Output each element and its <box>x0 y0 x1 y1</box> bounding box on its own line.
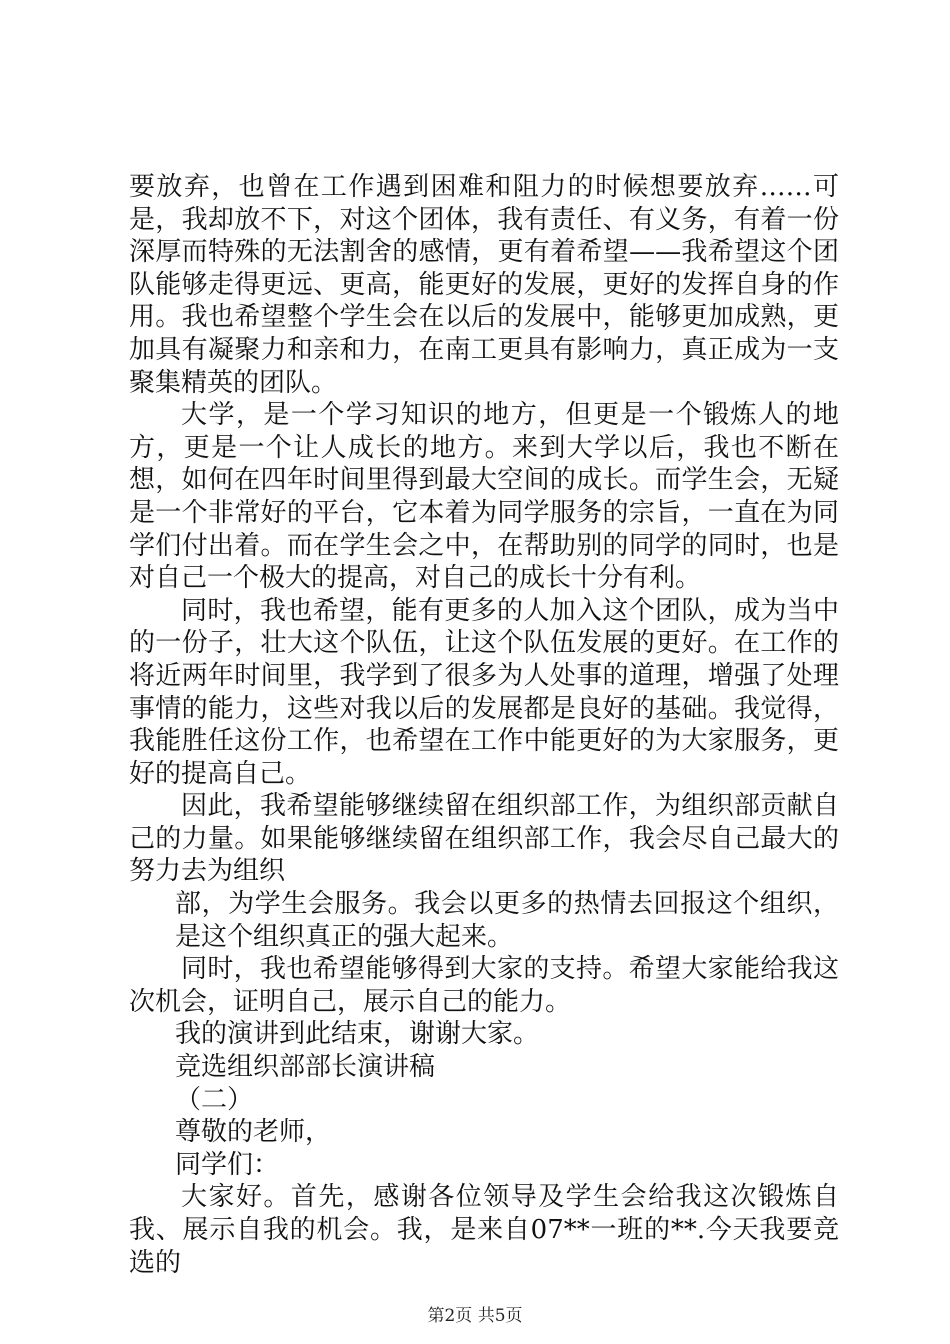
paragraph-department: 部，为学生会服务。我会以更多的热情去回报这个组织，是这个组织真正的强大起来。 <box>175 889 839 952</box>
section-number: （二） <box>175 1084 254 1115</box>
paragraph-closing: 我的演讲到此结束，谢谢大家。 <box>175 1019 540 1050</box>
salutation-teachers: 尊敬的老师， <box>175 1117 332 1148</box>
paragraph-team-hope: 同时，我也希望，能有更多的人加入这个团队，成为当中的一份子，壮大这个队伍，让这个队伍发展的更好。在工作的将近两年时间里，我学到了很多为人处事的道理，增强了处理事情的能力，这些对我以后的发展都是良好的基础。我觉得，我能胜任这份工作，也希望在工作中能更好的为大家服务，更好的提高自己。 <box>129 595 839 789</box>
page-footer: 第2页 共5页 <box>427 1306 523 1326</box>
paragraph-support: 同时，我也希望能够得到大家的支持。希望大家能给我这次机会，证明自己，展示自己的能力。 <box>129 954 839 1017</box>
document-body <box>129 171 839 1279</box>
salutation-classmates: 同学们： <box>175 1149 280 1180</box>
section-title: 竞选组织部部长演讲稿 <box>175 1052 436 1083</box>
paragraph-continued: 要放弃，也曾在工作遇到困难和阻力的时候想要放弃……可是，我却放不下，对这个团体，我有责任、有义务，有着一份深厚而特殊的无法割舍的感情，更有着希望——我希望这个团队能够走得更远、更高，能更好的发展，更好的发挥自身的作用。我也希望整个学生会在以后的发展中，能够更加成熟，更加具有凝聚力和亲和力，在南工更具有影响力，真正成为一支聚集精英的团队。 <box>129 172 839 398</box>
paragraph-greeting: 大家好。首先，感谢各位领导及学生会给我这次锻炼自我、展示自我的机会。我，是来自07**一班的**.今天我要竞选的 <box>129 1182 839 1278</box>
paragraph-therefore: 因此，我希望能够继续留在组织部工作，为组织部贡献自己的力量。如果能够继续留在组织部工作，我会尽自己最大的努力去为组织 <box>129 791 839 887</box>
paragraph-university: 大学，是一个学习知识的地方，但更是一个锻炼人的地方，更是一个让人成长的地方。来到大学以后，我也不断在想，如何在四年时间里得到最大空间的成长。而学生会，无疑是一个非常好的平台，它本着为同学服务的宗旨，一直在为同学们付出着。而在学生会之中，在帮助别的同学的同时，也是对自己一个极大的提高，对自己的成长十分有利。 <box>129 400 839 594</box>
